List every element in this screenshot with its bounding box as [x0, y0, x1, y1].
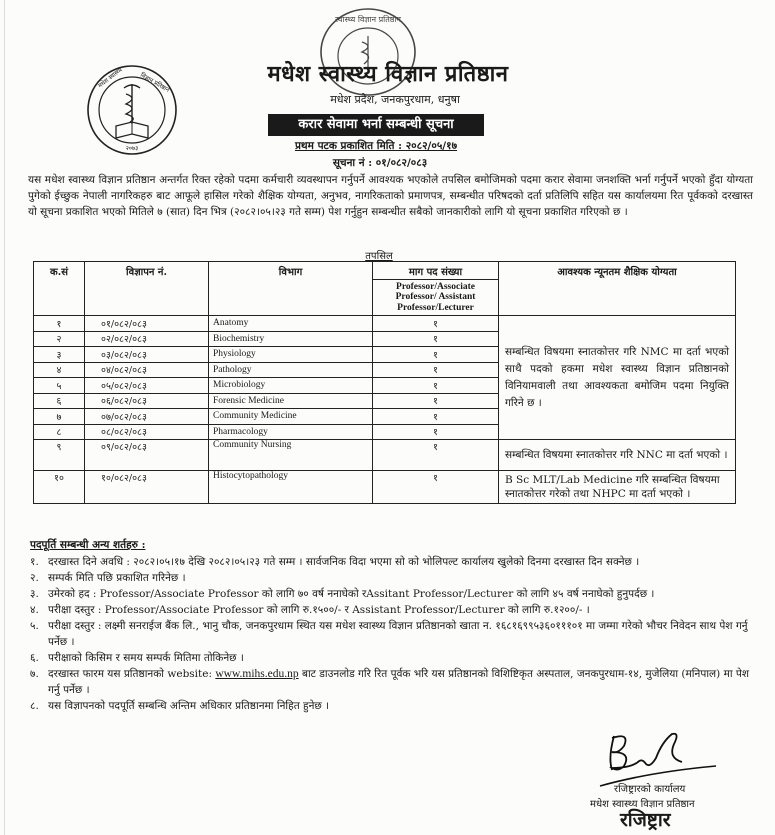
cell-ad-no: ०३/०८२/०८३ — [85, 347, 209, 363]
term-number: ४. — [30, 604, 39, 616]
organization-address: मधेश प्रदेश, जनकपुरधाम, धनुषा — [330, 93, 460, 106]
signature-office: रजिष्ट्रारको कार्यालय — [614, 784, 686, 795]
term-item — [30, 602, 750, 618]
header-sn: क.सं — [34, 262, 85, 316]
term-number: ८. — [30, 700, 39, 712]
cell-ad-no: ०२/०८२/०८३ — [85, 331, 209, 347]
cell-positions: १ — [373, 440, 499, 471]
term-item — [30, 554, 750, 570]
table-row — [34, 471, 736, 504]
notice-number: सूचना नं : ०१/०८२/०८३ — [332, 157, 428, 169]
cell-department: Anatomy — [209, 316, 373, 332]
logo-year: २०७३ — [125, 145, 139, 152]
cell-sn: १० — [34, 471, 85, 504]
cell-positions: १ — [373, 316, 499, 332]
cell-ad-no: ०८/०८२/०८३ — [85, 424, 209, 440]
cell-ad-no: ०५/०८२/०८३ — [85, 378, 209, 394]
cell-positions: १ — [373, 424, 499, 440]
logo-text-left: मधेश स्वास्थ्य — [96, 66, 124, 90]
intro-paragraph: यस मधेश स्वास्थ्य विज्ञान प्रतिष्ठान अन्तर्गत रिक्त रहेको पदमा कर्मचारी व्यवस्थापन गर्नुपर्ने आवश्यक भएकोले तपसिल बमोजिमको पदमा करार सेवामा जनशक्ति भर्ना गर्नुपर्ने भएको हुँदा योग्यता पुगेको ईच्छुक नेपाली नागरिकहरु बाट आफूले हासिल गरेको शैक्षिक योग्यता, अनुभव, नागरिकताको प्रमाणपत्र, सम्बन्धीत परिषदको दर्ता प्रतिलिपि सहित यस कार्यालयमा रित पूर्वकको दरखास्त यो सूचना प्रकाशित भएको मितिले ७ (सात) दिन भित्र (२०८२।०५।२३ गते सम्म) पेश गर्नुहुन सम्बन्धीत सबैको जानकारीको लागि यो सूचना प्रकाशित गरिएको छ । — [28, 174, 753, 218]
term-text: परीक्षाको किसिम र समय सम्पर्क मितिमा तोकिनेछ । — [48, 652, 244, 664]
cell-sn: ५ — [34, 378, 85, 394]
cell-department: Community Medicine — [209, 409, 373, 425]
cell-positions: १ — [373, 409, 499, 425]
cell-qualification-group: सम्बन्धित विषयमा स्नातकोत्तर गरि NMC मा दर्ता भएको साथै पदको हकमा मधेश स्वास्थ्य विज्ञान प्रतिष्ठानको विनियामवाली तथा आवश्यकता बमोजिम पदमा नियुक्ति गरिने छ । — [499, 316, 736, 440]
cell-ad-no: १०/०८२/०८३ — [85, 471, 209, 504]
terms-title: पदपूर्ति सम्बन्धी अन्य शर्तहरु : — [30, 539, 146, 551]
table-header-row — [34, 262, 736, 280]
term-item — [30, 698, 750, 714]
header-positions: माग पद संख्या — [373, 262, 499, 280]
organization-title: मधेश स्वास्थ्य विज्ञान प्रतिष्ठान — [267, 61, 509, 87]
table-caption: तपसिल — [365, 251, 393, 262]
cell-positions: १ — [373, 471, 499, 504]
term-text: दरखास्त दिने अवधि : २०८२।०५।१७ देखि २०८२।०५।२३ गते सम्म । सार्वजनिक विदा भएमा सो को भोलिपल्ट कार्यालय खुलेको दिनमा दरखास्त दिन सक्नेछ । — [48, 556, 640, 568]
cell-qualification-histo: B Sc MLT/Lab Medicine गरि सम्बन्धित विषयमा स्नातकोत्तर गरेको तथा NHPC मा दर्ता भएको । — [499, 471, 736, 504]
stamp-text: स्वास्थ्य विज्ञान प्रतिष्ठान — [335, 15, 401, 24]
term-text-after: बाट डाउनलोड गरि रित पूर्वक भरि यस प्रतिष्ठानको विशिष्टिकृत अस्पताल, जनकपुरधाम-१४, मुजेलिया (मनिपाल) मा पेश गर्नु पर्नेछ । — [48, 668, 750, 696]
term-text: परीक्षा दस्तुर : Professor/Associate Professor को लागि रु.१५००/- र Assistant Professor/Lecturer को लागि रु.१२००/- । — [48, 604, 590, 616]
cell-department: Microbiology — [209, 378, 373, 394]
header-positions-sub: Professor/Associate Professor/ Assistant Professor/Lecturer — [373, 279, 499, 316]
term-item — [30, 586, 750, 602]
cell-positions: १ — [373, 347, 499, 363]
table-row — [34, 440, 736, 471]
cell-sn: १ — [34, 316, 85, 332]
cell-sn: २ — [34, 331, 85, 347]
table-row — [34, 316, 736, 332]
cell-ad-no: ०१/०८२/०८३ — [85, 316, 209, 332]
term-item — [30, 618, 750, 650]
cell-positions: १ — [373, 331, 499, 347]
header-ad-no: विज्ञापन नं. — [85, 262, 209, 316]
cell-sn: ८ — [34, 424, 85, 440]
cell-positions: १ — [373, 378, 499, 394]
header-department: विभाग — [209, 262, 373, 316]
cell-positions: १ — [373, 393, 499, 409]
cell-positions: १ — [373, 362, 499, 378]
institute-logo-icon — [86, 64, 178, 156]
cell-qualification-nursing: सम्बन्धित विषयमा स्नातकोत्तर गरि NNC मा दर्ता भएको । — [499, 440, 736, 471]
cell-sn: ४ — [34, 362, 85, 378]
cell-ad-no: ०४/०८२/०८३ — [85, 362, 209, 378]
term-text: परीक्षा दस्तुर : लक्ष्मी सनराईज बैंक लि., भानु चौक, जनकपुरधाम स्थित यस मधेश स्वास्थ्य विज्ञान प्रतिष्ठानको खाता न. १६८१६९९५३६०१११०१ मा जम्मा गरेको भौचर निवेदन साथ पेश गर्नु पर्नेछ । — [48, 620, 748, 648]
cell-department: Community Nursing — [209, 440, 373, 471]
cell-department: Pharmacology — [209, 424, 373, 440]
term-number: ६. — [30, 652, 39, 664]
term-text: उमेरको हद : Professor/Associate Professor को लागि ७० वर्ष ननाघेको रAssitant Professor/Lecturer को लागि ४५ वर्ष ननाघेको हुनुपर्दछ । — [48, 588, 655, 600]
logo-text-right: विज्ञान प्रतिष्ठान — [139, 71, 171, 94]
cell-sn: ६ — [34, 393, 85, 409]
terms-list — [30, 554, 750, 714]
term-text: यस विज्ञापनको पदपूर्ति सम्बन्धि अन्तिम अधिकार प्रतिष्ठानमा निहित हुनेछ । — [48, 700, 330, 712]
term-item — [30, 570, 750, 586]
term-text: सम्पर्क मिति पछि प्रकाशित गरिनेछ । — [48, 572, 186, 584]
cell-sn: ३ — [34, 347, 85, 363]
notice-banner: करार सेवामा भर्ना सम्बन्धी सूचना — [268, 114, 484, 136]
header-qualification: आवश्यक न्यूनतम शैक्षिक योग्यता — [499, 262, 736, 316]
cell-department: Biochemistry — [209, 331, 373, 347]
signature-org: मधेश स्वास्थ्य विज्ञान प्रतिष्ठान — [590, 799, 695, 810]
vacancy-table — [33, 261, 736, 504]
cell-ad-no: ०९/०८२/०८३ — [85, 440, 209, 471]
term-item — [30, 666, 750, 698]
scan-edge — [4, 0, 5, 835]
cell-ad-no: ०७/०८२/०८३ — [85, 409, 209, 425]
term-text — [48, 666, 750, 698]
cell-department: Histocytopathology — [209, 471, 373, 504]
cell-department: Pathology — [209, 362, 373, 378]
cell-ad-no: ०६/०८२/०८३ — [85, 393, 209, 409]
publish-date: प्रथम पटक प्रकाशित मिति : २०८२/०५/१७ — [294, 140, 458, 152]
term-number: ३. — [30, 588, 39, 600]
cell-department: Physiology — [209, 347, 373, 363]
website-link[interactable]: www.mihs.edu.np — [215, 668, 299, 680]
term-number: १. — [30, 556, 39, 568]
term-number: ५. — [30, 620, 39, 632]
signature-block — [590, 728, 740, 833]
term-number: २. — [30, 572, 39, 584]
cell-sn: ७ — [34, 409, 85, 425]
cell-department: Forensic Medicine — [209, 393, 373, 409]
term-text-before: दरखास्त फारम यस प्रतिष्ठानको website: — [48, 668, 216, 680]
signature-title: रजिष्ट्रार — [620, 809, 671, 831]
term-number: ७. — [30, 668, 39, 680]
cell-sn: ९ — [34, 440, 85, 471]
term-item — [30, 650, 750, 666]
